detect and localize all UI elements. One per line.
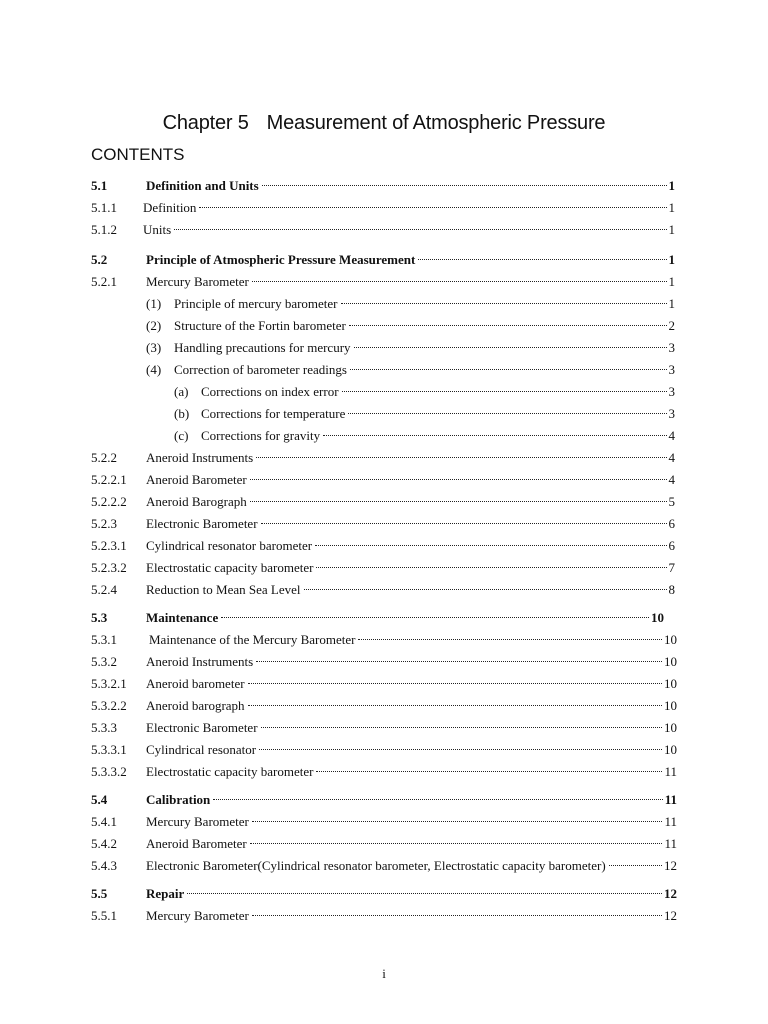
toc-entry: [201, 426, 675, 446]
dot-leader: [248, 682, 662, 684]
toc-page: 10: [651, 610, 664, 625]
toc-entry: [146, 536, 675, 556]
toc-number: 5.3.1: [91, 632, 117, 647]
toc-number: 5.4.2: [91, 836, 117, 851]
toc-page: 10: [664, 720, 677, 735]
toc-row[interactable]: [0, 294, 768, 314]
toc-title: Aneroid Barometer: [146, 472, 247, 487]
toc-number: 5.3.3.2: [91, 764, 127, 779]
toc-entry: [201, 404, 675, 424]
toc-page: 1: [668, 252, 675, 267]
toc-page: 10: [664, 632, 677, 647]
toc-page: 2: [668, 318, 675, 333]
dot-leader: [342, 390, 667, 392]
toc-title: Electrostatic capacity barometer: [146, 560, 314, 575]
toc-number: 5.5: [91, 886, 108, 901]
toc-entry: [146, 250, 675, 270]
toc-row[interactable]: [0, 762, 768, 782]
toc-entry: [146, 790, 677, 810]
toc-entry: [146, 470, 675, 490]
toc-row[interactable]: [0, 492, 768, 512]
toc-page: 10: [664, 676, 677, 691]
dot-leader: [252, 280, 667, 282]
toc-title: Aneroid Instruments: [146, 450, 254, 465]
toc-entry: [143, 198, 675, 218]
toc-title: Structure of the Fortin barometer: [174, 318, 346, 333]
toc-row[interactable]: [0, 220, 768, 240]
toc-number: (3): [146, 340, 162, 355]
toc-entry: [146, 762, 677, 782]
toc-page: 6: [668, 516, 675, 531]
toc-title: Corrections for gravity: [201, 428, 321, 443]
toc-number: 5.4.1: [91, 814, 117, 829]
toc-row[interactable]: [0, 740, 768, 760]
toc-row[interactable]: [0, 790, 768, 810]
toc-row[interactable]: [0, 608, 768, 628]
toc-row[interactable]: [0, 652, 768, 672]
dot-leader: [316, 770, 662, 772]
toc-page: 1: [668, 296, 675, 311]
toc-number: 5.1: [91, 178, 108, 193]
dot-leader: [261, 522, 667, 524]
toc-row[interactable]: [0, 448, 768, 468]
chapter-title: [0, 112, 768, 135]
toc-title: Handling precautions for mercury: [174, 340, 351, 355]
toc-row[interactable]: [0, 426, 768, 446]
toc-number: 5.2.2: [91, 450, 117, 465]
toc-entry: [146, 812, 677, 832]
toc-row[interactable]: [0, 404, 768, 424]
toc-number: 5.1.2: [91, 222, 117, 237]
toc-row[interactable]: [0, 674, 768, 694]
toc-row[interactable]: [0, 176, 768, 196]
toc-title: Mercury Barometer: [146, 814, 249, 829]
dot-leader: [261, 726, 662, 728]
toc-page: 3: [668, 406, 675, 421]
toc-title: Electronic Barometer(Cylindrical resonator barometer, Electrostatic capacity barometer): [146, 858, 606, 873]
toc-entry: [201, 382, 675, 402]
chapter-label: Chapter 5: [162, 112, 249, 134]
toc-entry: [146, 492, 675, 512]
toc-row[interactable]: [0, 884, 768, 904]
dot-leader: [256, 660, 662, 662]
dot-leader: [199, 206, 666, 208]
dot-leader: [354, 346, 667, 348]
toc-row[interactable]: [0, 812, 768, 832]
dot-leader: [252, 914, 662, 916]
toc-number: 5.4: [91, 792, 108, 807]
toc-number: 5.2.1: [91, 274, 117, 289]
toc-entry: [146, 856, 677, 876]
toc-title: Cylindrical resonator: [146, 742, 257, 757]
dot-leader: [252, 820, 663, 822]
dot-leader: [221, 616, 649, 618]
chapter-name: Measurement of Atmospheric Pressure: [266, 112, 606, 134]
toc-page: 12: [664, 858, 677, 873]
toc-row[interactable]: [0, 536, 768, 556]
toc-title: Calibration: [146, 792, 211, 807]
toc-row[interactable]: [0, 316, 768, 336]
toc-entry: [146, 514, 675, 534]
toc-row[interactable]: [0, 580, 768, 600]
toc-row[interactable]: [0, 250, 768, 270]
toc-number: 5.3.2.2: [91, 698, 127, 713]
toc-page: 5: [668, 494, 675, 509]
toc-page: 10: [664, 654, 677, 669]
toc-title: Mercury Barometer: [146, 908, 249, 923]
toc-entry: [146, 558, 675, 578]
toc-title: Aneroid barograph: [146, 698, 245, 713]
toc-number: 5.3.2: [91, 654, 117, 669]
dot-leader: [250, 500, 667, 502]
toc-entry: [174, 360, 675, 380]
toc-page: 1: [668, 274, 675, 289]
toc-entry: [146, 696, 677, 716]
dot-leader: [250, 842, 663, 844]
toc-page: 6: [668, 538, 675, 553]
toc-title: Electrostatic capacity barometer: [146, 764, 314, 779]
toc-entry: [146, 740, 677, 760]
toc-title: Maintenance of the Mercury Barometer: [149, 632, 356, 647]
toc-title: Definition and Units: [146, 178, 259, 193]
toc-entry: [174, 338, 675, 358]
toc-entry: [146, 834, 677, 854]
toc-page: 10: [664, 698, 677, 713]
toc-row[interactable]: [0, 470, 768, 490]
toc-row[interactable]: [0, 834, 768, 854]
toc-title: Units: [143, 222, 172, 237]
toc-page: 11: [664, 764, 677, 779]
dot-leader: [315, 544, 666, 546]
toc-page: 4: [668, 428, 675, 443]
toc-title: Cylindrical resonator barometer: [146, 538, 313, 553]
toc-number: (a): [174, 384, 189, 399]
dot-leader: [350, 368, 667, 370]
page-number: i: [382, 966, 386, 981]
toc-entry: [146, 906, 677, 926]
toc-title: Aneroid Barograph: [146, 494, 247, 509]
toc-page: 11: [664, 814, 677, 829]
toc-number: 5.2.2.2: [91, 494, 127, 509]
toc-number: (2): [146, 318, 162, 333]
dot-leader: [341, 302, 667, 304]
toc-row[interactable]: [0, 630, 768, 650]
toc-page: 1: [668, 200, 675, 215]
toc-page: 8: [668, 582, 675, 597]
dot-leader: [349, 324, 667, 326]
toc-title: Electronic Barometer: [146, 720, 258, 735]
toc-number: 5.1.1: [91, 200, 117, 215]
toc-row[interactable]: [0, 272, 768, 292]
toc-row[interactable]: [0, 514, 768, 534]
toc-number: (b): [174, 406, 190, 421]
toc-entry: [174, 294, 675, 314]
toc-page: 7: [668, 560, 675, 575]
toc-number: 5.2.2.1: [91, 472, 127, 487]
dot-leader: [187, 892, 662, 894]
dot-leader: [348, 412, 666, 414]
toc-number: 5.3.3: [91, 720, 117, 735]
toc-number: 5.2: [91, 252, 108, 267]
toc-page: 3: [668, 384, 675, 399]
toc-row[interactable]: [0, 696, 768, 716]
dot-leader: [418, 258, 666, 260]
toc-page: 4: [668, 472, 675, 487]
toc-page: 12: [664, 908, 677, 923]
toc-title: Mercury Barometer: [146, 274, 249, 289]
toc-entry: [146, 448, 675, 468]
toc-title: Principle of Atmospheric Pressure Measurement: [146, 252, 416, 267]
toc-row[interactable]: [0, 198, 768, 218]
toc-title: Aneroid barometer: [146, 676, 245, 691]
toc-number: 5.3: [91, 610, 108, 625]
toc-entry: [146, 674, 677, 694]
dot-leader: [262, 184, 667, 186]
toc-number: (4): [146, 362, 162, 377]
dot-leader: [358, 638, 662, 640]
toc-title: Reduction to Mean Sea Level: [146, 582, 301, 597]
toc-title: Corrections on index error: [201, 384, 339, 399]
toc-row[interactable]: [0, 558, 768, 578]
toc-number: 5.2.3: [91, 516, 117, 531]
toc-entry: [146, 884, 677, 904]
toc-number: (1): [146, 296, 162, 311]
toc-title: Electronic Barometer: [146, 516, 258, 531]
toc-title: Aneroid Barometer: [146, 836, 247, 851]
toc-entry: [149, 630, 677, 650]
dot-leader: [248, 704, 662, 706]
dot-leader: [609, 864, 662, 866]
toc-row[interactable]: [0, 382, 768, 402]
dot-leader: [256, 456, 666, 458]
toc-page: 10: [664, 742, 677, 757]
toc-title: Corrections for temperature: [201, 406, 346, 421]
toc-page: 11: [664, 836, 677, 851]
toc-title: Principle of mercury barometer: [174, 296, 338, 311]
toc-entry: [146, 272, 675, 292]
toc-page: 4: [668, 450, 675, 465]
dot-leader: [250, 478, 667, 480]
toc-page: 1: [668, 222, 675, 237]
toc-number: 5.4.3: [91, 858, 117, 873]
toc-entry: [143, 220, 675, 240]
toc-number: 5.2.3.1: [91, 538, 127, 553]
toc-entry: [146, 652, 677, 672]
toc-row[interactable]: [0, 718, 768, 738]
toc-page: 3: [668, 362, 675, 377]
toc-row[interactable]: [0, 906, 768, 926]
toc-entry: [146, 176, 675, 196]
dot-leader: [174, 228, 666, 230]
toc-title: Aneroid Instruments: [146, 654, 254, 669]
toc-number: 5.2.4: [91, 582, 117, 597]
toc-number: 5.5.1: [91, 908, 117, 923]
toc-title: Definition: [143, 200, 197, 215]
toc-page: 3: [668, 340, 675, 355]
toc-entry: [174, 316, 675, 336]
toc-entry: [146, 718, 677, 738]
toc-number: 5.2.3.2: [91, 560, 127, 575]
toc-row[interactable]: [0, 338, 768, 358]
toc-title: Maintenance: [146, 610, 219, 625]
dot-leader: [213, 798, 662, 800]
toc-row[interactable]: [0, 360, 768, 380]
dot-leader: [323, 434, 666, 436]
toc-page: 12: [664, 886, 677, 901]
dot-leader: [304, 588, 667, 590]
toc-page: 11: [664, 792, 677, 807]
toc-page: 1: [668, 178, 675, 193]
dot-leader: [316, 566, 666, 568]
toc-title: Correction of barometer readings: [174, 362, 347, 377]
toc-title: Repair: [146, 886, 185, 901]
toc-entry: [146, 608, 664, 628]
toc-row[interactable]: [0, 856, 768, 876]
toc-number: 5.3.2.1: [91, 676, 127, 691]
dot-leader: [259, 748, 662, 750]
toc-number: 5.3.3.1: [91, 742, 127, 757]
toc-entry: [146, 580, 675, 600]
contents-heading: CONTENTS: [91, 145, 185, 164]
toc-number: (c): [174, 428, 189, 443]
